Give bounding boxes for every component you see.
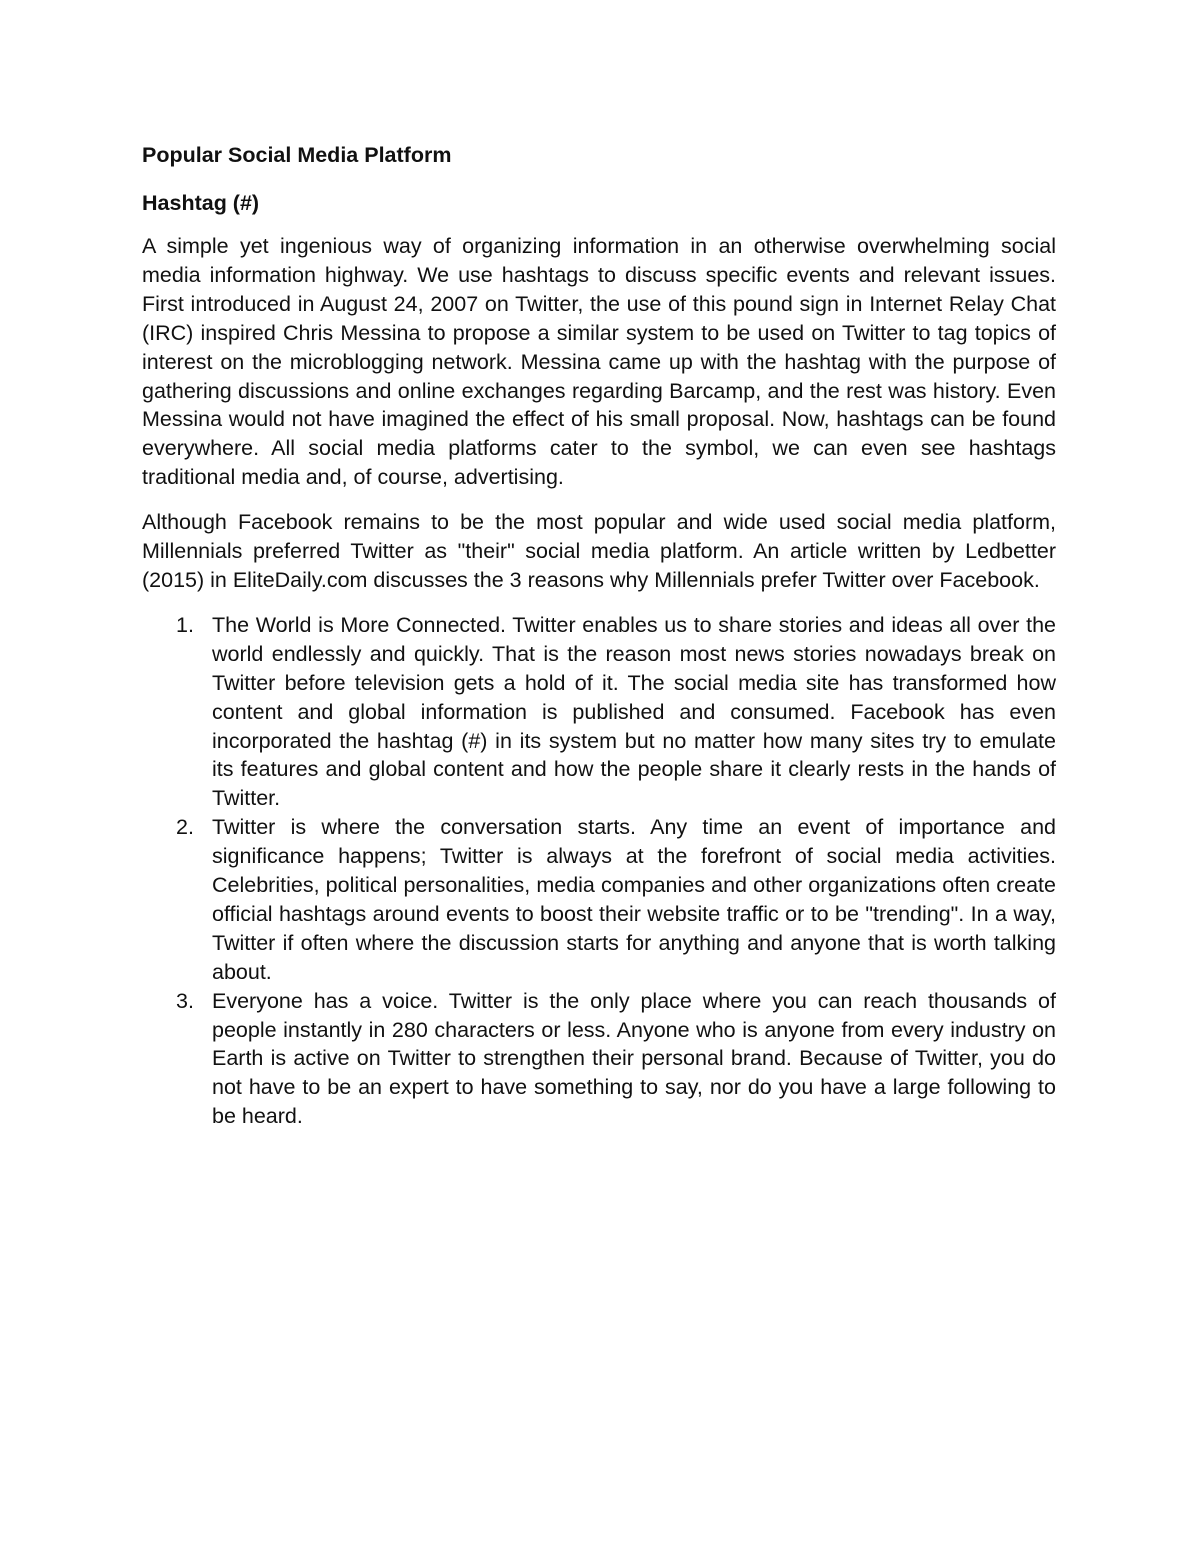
paragraph-twitter-millennials: Although Facebook remains to be the most popular and wide used social media platform, Millennials preferred Twitter as "their" social media platform. An article written by Ledbetter (2015) in EliteDaily.com discusses the 3 reasons why Millennials prefer Twitter over Facebook.: [142, 510, 1056, 592]
list-item-text: The World is More Connected. Twitter enables us to share stories and ideas all over the world endlessly and quickly. That is the reason most news stories nowadays break on Twitter before television gets a hold of it. The social media site has transformed how content and global information is published and consumed. Facebook has even incorporated the hashtag (#) in its system but no matter how many sites try to emulate its features and global content and how the people share it clearly rests in the hands of Twitter.: [212, 612, 1056, 811]
list-item: [142, 813, 1056, 986]
list-item-number: 3.: [176, 988, 194, 1013]
list-item: [142, 987, 1056, 1132]
list-item: [142, 611, 1056, 813]
reasons-list: [142, 611, 1056, 1131]
page-title: Popular Social Media Platform: [142, 143, 452, 167]
section-heading: Hashtag (#): [142, 191, 260, 215]
paragraph-hashtag-intro: A simple yet ingenious way of organizing information in an otherwise overwhelming social media information highway. We use hashtags to discuss specific events and relevant issues. First introduced in August 24, 2007 on Twitter, the use of this pound sign in Internet Relay Chat (IRC) inspired Chris Messina to propose a similar system to be used on Twitter to tag topics of interest on the microblogging network. Messina came up with the hashtag with the purpose of gathering discussions and online exchanges regarding Barcamp, and the rest was history. Even Messina would not have imagined the effect of his small proposal. Now, hashtags can be found everywhere. All social media platforms cater to the symbol, we can even see hashtags traditional media and, of course, advertising.: [142, 234, 1056, 490]
document-body: [142, 140, 1056, 1131]
list-item-text: Twitter is where the conversation starts. Any time an event of importance and significance happens; Twitter is always at the forefront of social media activities. Celebrities, political personalities, media companies and other organizations often create official hashtags around events to boost their website traffic or to be "trending". In a way, Twitter if often where the discussion starts for anything and anyone that is worth talking about.: [212, 815, 1056, 984]
list-item-text: Everyone has a voice. Twitter is the only place where you can reach thousands of people instantly in 280 characters or less. Anyone who is anyone from every industry on Earth is active on Twitter to strengthen their personal brand. Because of Twitter, you do not have to be an expert to have something to say, nor do you have a large following to be heard.: [212, 988, 1056, 1129]
list-item-number: 1.: [176, 612, 194, 637]
list-item-number: 2.: [176, 815, 194, 840]
